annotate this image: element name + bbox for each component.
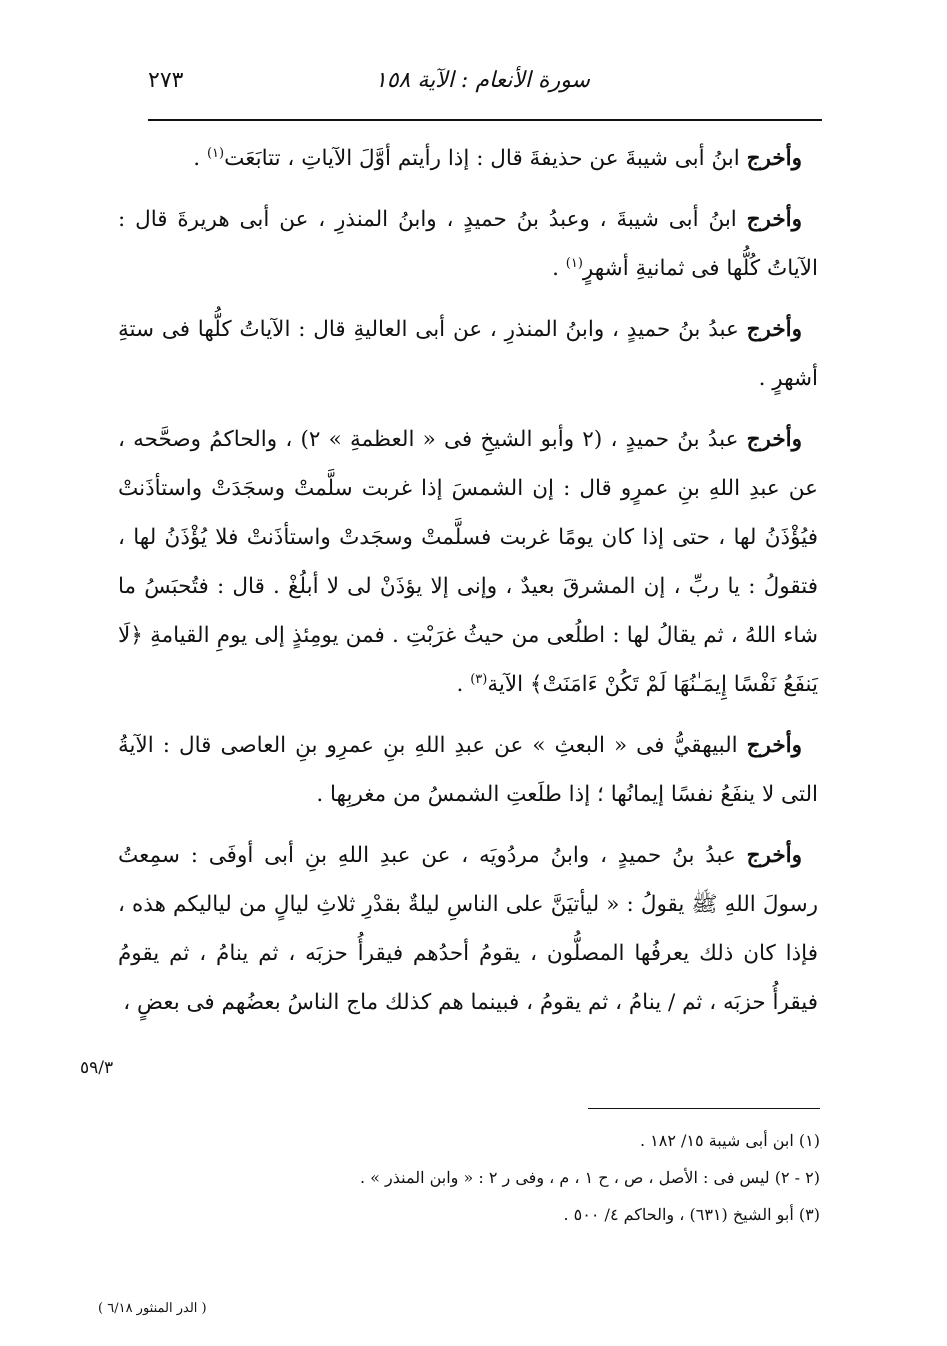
- paragraph-lead: وأخرج: [746, 146, 802, 171]
- footnote-ref: (١): [565, 255, 583, 271]
- paragraph-3: [118, 305, 818, 403]
- footnote-ref: (٣): [470, 671, 488, 687]
- paragraph-text: البيهقيُّ فى « البعثِ » عن عبدِ اللهِ بنِ عمرِو بنِ العاصى قال : الآيةُ التى لا ينفَعُ نفسًا إيمانُها ؛ إذا طلَعتِ الشمسُ من مغربِها .: [118, 733, 818, 807]
- paragraph-4: [118, 415, 818, 709]
- footnote-ref: (١): [206, 145, 225, 161]
- paragraph-text: ابنُ أبى شيبةَ عن حذيفةَ قال : إذا رأيتم أوَّلَ الآياتِ ، تتابَعَت: [224, 146, 747, 171]
- footnote-3: (٣) أبو الشيخ (٦٣١) ، والحاكم ٤/ ٥٠٠ .: [563, 1205, 820, 1224]
- paragraph-1: [118, 134, 818, 183]
- paragraph-lead: وأخرج: [746, 207, 802, 232]
- paragraph-text: عبدُ بنُ حميدٍ ، وابنُ مردُويَه ، عن عبدِ اللهِ بنِ أبى أوفَى : سمِعتُ رسولَ اللهِ ﷺ يقولُ : « ليأتيَنَّ على الناسِ ليلةٌ بقدْرِ ثلاثِ ليالٍ من لياليكم هذه ، فإذا كان ذلك يعرفُها المصلُّون ، يقومُ أحدُهم فيقرأُ حزبَه ، ثم ينامُ ، ثم يقومُ فيقرأُ حزبَه ، ثم / ينامُ ، ثم يقومُ ، فبينما هم كذلك ماج الناسُ بعضُهم فى بعضٍ ،: [118, 843, 818, 1015]
- footnotes: [300, 1122, 820, 1233]
- paragraph-text: ابنُ أبى شيبةَ ، وعبدُ بنُ حميدٍ ، وابنُ المنذرِ ، عن أبى هريرةَ قال : الآياتُ كُلُّها فى ثمانيةِ أشهرٍ: [118, 207, 818, 281]
- footnote-rule: [588, 1108, 820, 1109]
- source-footer: ( الدر المنثور ٦/١٨ ): [98, 1301, 207, 1316]
- paragraph-text: عبدُ بنُ حميدٍ ، وابنُ المنذرِ ، عن أبى العاليةِ قال : الآياتُ كلُّها فى ستةِ أشهرٍ .: [118, 317, 818, 391]
- paragraph-5: [118, 721, 818, 819]
- running-header: [148, 58, 820, 110]
- paragraph-end: .: [552, 256, 566, 281]
- page-number: ٢٧٣: [148, 68, 184, 93]
- header-rule: [148, 119, 822, 121]
- footnote-2: (٢ - ٢) ليس فى : الأصل ، ص ، ح ١ ، م ، وفى ر ٢ : « وابن المنذر » .: [359, 1168, 820, 1187]
- surah-verse-title: سورة الأنعام : الآية ١٥٨: [374, 68, 590, 93]
- main-text: [118, 134, 818, 1039]
- paragraph-6: [118, 831, 818, 1027]
- paragraph-lead: وأخرج: [746, 733, 802, 758]
- paragraph-end: .: [456, 672, 471, 697]
- paragraph-2: [118, 195, 818, 293]
- footnote-1: (١) ابن أبى شيبة ١٥/ ١٨٢ .: [639, 1131, 820, 1150]
- paragraph-lead: وأخرج: [746, 427, 802, 452]
- margin-reference: ٥٩/٣: [80, 1058, 114, 1078]
- paragraph-lead: وأخرج: [746, 843, 802, 868]
- paragraph-end: .: [193, 146, 207, 171]
- paragraph-lead: وأخرج: [746, 317, 802, 342]
- paragraph-text: عبدُ بنُ حميدٍ ، (٢ وأبو الشيخِ فى « العظمةِ » ٢) ، والحاكمُ وصحَّحه ، عن عبدِ اللهِ بنِ عمرٍو قال : إن الشمسَ إذا غربت سلَّمتْ وسجَدَتْ واستأذَنتْ فيُؤْذَنُ لها ، حتى إذا كان يومًا غربت فسلَّمتْ وسجَدتْ واستأذَنتْ فلا يُؤْذَنُ لها ، فتقولُ : يا ربِّ ، إن المشرقَ بعيدٌ ، وإنى إلا يؤذَنْ لى لا أبلُغْ . قال : فتُحبَسُ ما شاء اللهُ ، ثم يقالُ لها : اطلُعى من حيثُ غرَبْتِ . فمن يومِئذٍ إلى يومِ القيامةِ ﴿لَا يَنفَعُ نَفْسًا إِيمَـٰنُهَا لَمْ تَكُنْ ءَامَنَتْ﴾ الآية: [118, 427, 818, 697]
